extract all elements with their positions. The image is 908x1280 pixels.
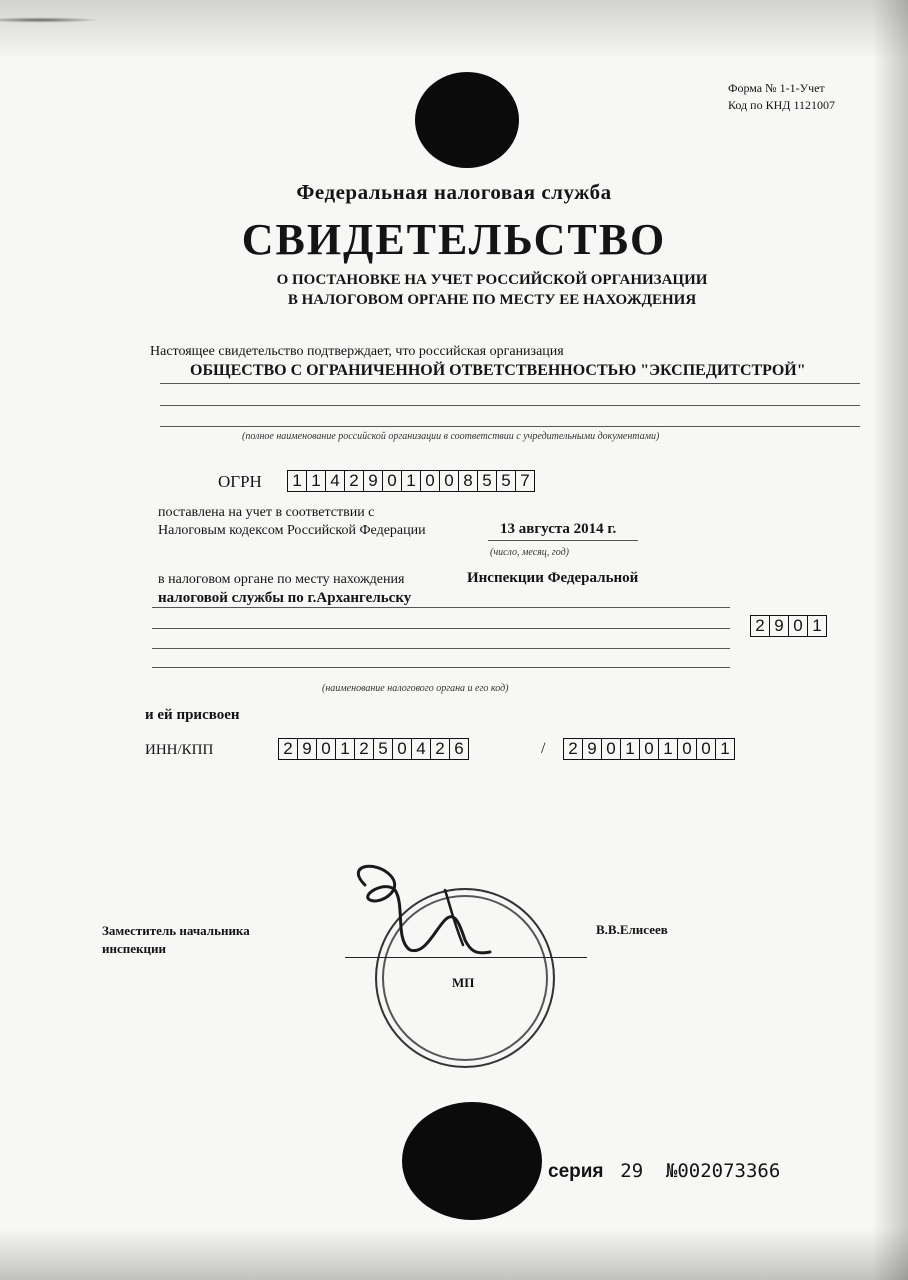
ogrn-boxes [287, 470, 535, 492]
kpp-digit: 1 [621, 739, 640, 759]
inn-digit: 2 [279, 739, 298, 759]
redaction-blot-bottom [402, 1102, 542, 1220]
inn-digit: 4 [412, 739, 431, 759]
inn-digit: 2 [355, 739, 374, 759]
ogrn-digit: 1 [288, 471, 307, 491]
signatory-position [102, 922, 250, 958]
subtitle-line-1: О ПОСТАНОВКЕ НА УЧЕТ РОССИЙСКОЙ ОРГАНИЗАЦИИ [276, 272, 708, 288]
inn-kpp-separator: / [541, 740, 546, 757]
ogrn-digit: 0 [440, 471, 459, 491]
scan-shadow-top [0, 0, 908, 60]
inn-boxes [278, 738, 469, 760]
inn-digit: 1 [336, 739, 355, 759]
signatory-position-line-1: Заместитель начальника [102, 923, 250, 938]
name-underline-1 [160, 383, 860, 384]
form-number-block [728, 80, 835, 114]
tax-authority-code-digit: 9 [770, 616, 789, 636]
ogrn-digit: 4 [326, 471, 345, 491]
ogrn-digit: 8 [459, 471, 478, 491]
kpp-digit: 1 [659, 739, 678, 759]
inn-digit: 0 [393, 739, 412, 759]
ogrn-digit: 5 [478, 471, 497, 491]
document-title: СВИДЕТЕЛЬСТВО [241, 215, 667, 264]
authority-underline-4 [152, 667, 730, 668]
series-label: серия [548, 1161, 604, 1182]
ogrn-digit: 9 [364, 471, 383, 491]
inn-digit: 2 [431, 739, 450, 759]
handwritten-signature [335, 860, 505, 970]
scan-shadow-bottom [0, 1228, 908, 1280]
organization-name: ОБЩЕСТВО С ОГРАНИЧЕННОЙ ОТВЕТСТВЕННОСТЬЮ "ЭКСПЕДИТСТРОЙ" [190, 362, 806, 379]
redaction-blot-top [415, 72, 519, 168]
tax-authority-code-digit: 1 [812, 616, 822, 635]
date-caption: (число, месяц, год) [490, 547, 569, 558]
registration-line-2: Налоговым кодексом Российской Федерации [158, 523, 426, 538]
tax-authority-code-boxes [750, 615, 827, 637]
tax-authority-code-digit: 2 [751, 616, 770, 636]
kpp-digit: 0 [602, 739, 621, 759]
kpp-digit: 2 [564, 739, 583, 759]
knd-code: Код по КНД 1121007 [728, 98, 835, 112]
registration-date: 13 августа 2014 г. [500, 521, 617, 537]
ogrn-label: ОГРН [218, 472, 262, 491]
inn-digit: 6 [454, 739, 464, 758]
inn-digit: 0 [317, 739, 336, 759]
registration-line-1: поставлена на учет в соответствии с [158, 505, 375, 520]
ogrn-digit: 1 [307, 471, 326, 491]
kpp-digit: 0 [697, 739, 716, 759]
kpp-digit: 0 [640, 739, 659, 759]
kpp-digit: 0 [678, 739, 697, 759]
subtitle-line-2: В НАЛОГОВОМ ОРГАНЕ ПО МЕСТУ ЕЕ НАХОЖДЕНИЯ [287, 292, 697, 308]
ogrn-digit: 0 [383, 471, 402, 491]
series-block [548, 1160, 780, 1183]
inn-digit: 9 [298, 739, 317, 759]
signatory-name: В.В.Елисеев [596, 922, 668, 937]
tax-authority-name-line-1: Инспекции Федеральной [467, 570, 639, 586]
inn-kpp-label: ИНН/КПП [145, 742, 214, 758]
organization-intro: Настоящее свидетельство подтверждает, что российская организация [150, 344, 564, 359]
form-number: Форма № 1-1-Учет [728, 81, 825, 95]
name-underline-2 [160, 405, 860, 406]
kpp-digit: 1 [720, 739, 730, 758]
authority-underline-1 [152, 607, 730, 608]
inn-digit: 5 [374, 739, 393, 759]
ogrn-digit: 2 [345, 471, 364, 491]
series-number: №002073366 [665, 1160, 781, 1182]
stamp-label: МП [452, 975, 475, 990]
authority-name: Федеральная налоговая служба [296, 180, 612, 204]
tax-authority-name-line-2: налоговой службы по г.Архангельску [158, 590, 412, 606]
series-value: 29 [620, 1160, 644, 1182]
tax-authority-code-digit: 0 [789, 616, 808, 636]
authority-underline-3 [152, 648, 730, 649]
name-underline-3 [160, 426, 860, 427]
kpp-boxes [563, 738, 735, 760]
tax-authority-caption: (наименование налогового органа и его код) [322, 683, 509, 694]
signatory-position-line-2: инспекции [102, 941, 166, 956]
organization-name-caption: (полное наименование российской организации в соответствии с учредительными документами) [242, 431, 660, 442]
kpp-digit: 9 [583, 739, 602, 759]
authority-underline-2 [152, 628, 730, 629]
ogrn-digit: 0 [421, 471, 440, 491]
tax-authority-prefix: в налоговом органе по месту нахождения [158, 572, 405, 587]
ogrn-digit: 1 [402, 471, 421, 491]
assigned-label: и ей присвоен [145, 707, 240, 723]
ogrn-digit: 7 [520, 471, 530, 490]
ogrn-digit: 5 [497, 471, 516, 491]
document-subtitle [0, 270, 908, 310]
date-underline [488, 540, 638, 541]
